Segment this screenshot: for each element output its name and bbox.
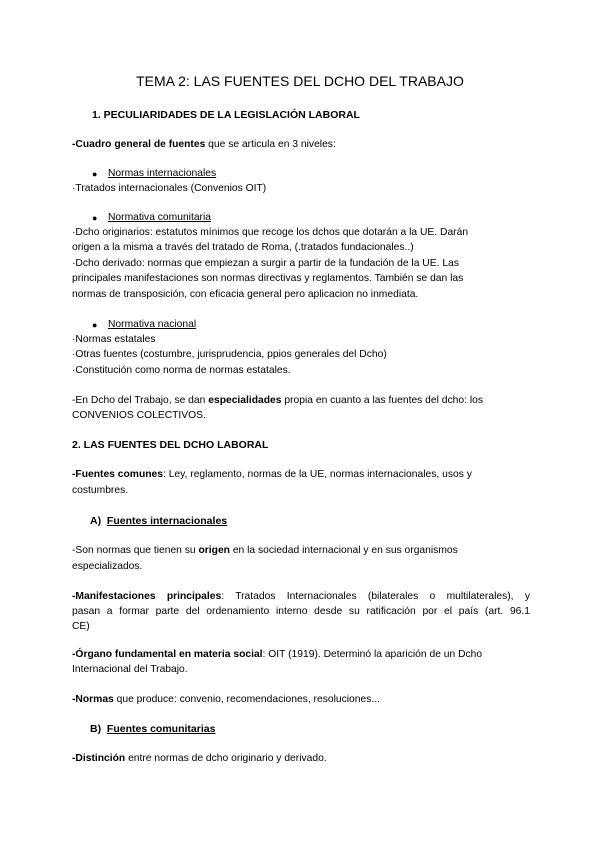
subsection-b-heading <box>90 722 530 736</box>
distincion-paragraph <box>72 752 530 766</box>
comunes-text: : Ley, reglamento, normas de la UE, normas internacionales, usos y <box>162 469 472 480</box>
distincion-text: entre normas de dcho originario y derivado. <box>125 753 327 764</box>
subsection-b-prefix: B) <box>90 723 107 735</box>
comunes-paragraph <box>72 468 530 482</box>
section-1-heading: 1. PECULIARIDADES DE LA LEGISLACIÓN LABORAL <box>92 109 360 121</box>
section-2-heading: 2. LAS FUENTES DEL DCHO LABORAL <box>72 439 269 451</box>
especialidades-text: propia en cuanto a las fuentes del dcho: los <box>281 395 483 406</box>
organo-line: Internacional del Trabajo. <box>72 664 188 675</box>
organo-bold: -Órgano fundamental en materia social <box>72 649 263 660</box>
normas-text: que produce: convenio, recomendaciones, resoluciones... <box>113 694 380 705</box>
comunitaria-line: principales manifestaciones son normas directivas y reglamentos. También se dan las <box>72 273 464 284</box>
cuadro-paragraph <box>72 138 530 152</box>
origen-bold: origen <box>198 545 230 556</box>
origen-text: -Son normas que tienen su <box>72 545 199 556</box>
comunitaria-line: ·Dcho derivado: normas que empiezan a surgir a partir de la fundación de la UE. Las <box>72 258 459 269</box>
cuadro-text: que se articula en 3 niveles: <box>205 139 336 150</box>
manifestaciones-text: : Tratados Internacionales (bilaterales o multilaterales), y <box>221 591 530 602</box>
comunitaria-label: Normativa comunitaria <box>108 212 212 223</box>
comunitaria-line: ·Dcho originarios: estatutos mínimos que recoge los dchos que dotarán a la UE. Darán <box>72 227 469 238</box>
subsection-b-title: Fuentes comunitarias <box>106 723 216 735</box>
bullet-icon: ● <box>92 320 98 330</box>
organo-text: : OIT (1919). Determinó la aparición de un Dcho <box>262 649 483 660</box>
nacional-line: ·Constitución como norma de normas estatales. <box>72 365 291 376</box>
document-title: TEMA 2: LAS FUENTES DEL DCHO DEL TRABAJO <box>136 73 464 89</box>
distincion-bold: -Distinción <box>72 753 126 764</box>
bullet-icon: ● <box>92 213 98 223</box>
manifestaciones-paragraph <box>72 590 530 604</box>
nacional-label: Normativa nacional <box>108 319 197 330</box>
especialidades-paragraph <box>72 394 530 408</box>
nacional-line: ·Normas estatales <box>72 334 156 345</box>
internacionales-line: ·Tratados internacionales (Convenios OIT) <box>72 183 267 194</box>
especialidades-line: CONVENIOS COLECTIVOS. <box>72 410 206 421</box>
manifestaciones-bold: -Manifestaciones principales <box>72 591 222 602</box>
especialidades-text: -En Dcho del Trabajo, se dan <box>72 395 209 406</box>
manifestaciones-line: pasan a formar parte del ordenamiento interno desde su ratificación por el país (art. 96.1 <box>72 606 530 617</box>
comunes-line: costumbres. <box>72 485 129 496</box>
origen-text: en la sociedad internacional y en sus organismos <box>229 545 458 556</box>
manifestaciones-line: CE) <box>72 621 90 632</box>
cuadro-bold: -Cuadro general de fuentes <box>72 139 206 150</box>
normas-paragraph <box>72 693 530 707</box>
normas-bold: -Normas <box>72 694 114 705</box>
comunes-bold: -Fuentes comunes <box>72 469 163 480</box>
comunitaria-line: origen a la misma a través del tratado de Roma, (.tratados fundacionales..) <box>72 242 414 253</box>
internacionales-label: Normas internacionales <box>108 168 217 179</box>
subsection-a-heading <box>90 514 530 528</box>
especialidades-bold: especialidades <box>208 395 282 406</box>
comunitaria-line: normas de transposición, con eficacia general pero aplicacion no inmediata. <box>72 289 419 300</box>
nacional-line: ·Otras fuentes (costumbre, jurisprudencia, ppios generales del Dcho) <box>72 349 387 360</box>
bullet-icon: ● <box>92 169 98 179</box>
origen-paragraph <box>72 544 530 558</box>
origen-line: especializados. <box>72 561 143 572</box>
organo-paragraph <box>72 648 530 662</box>
subsection-a-title: Fuentes internacionales <box>106 515 228 527</box>
subsection-a-prefix: A) <box>90 515 107 527</box>
